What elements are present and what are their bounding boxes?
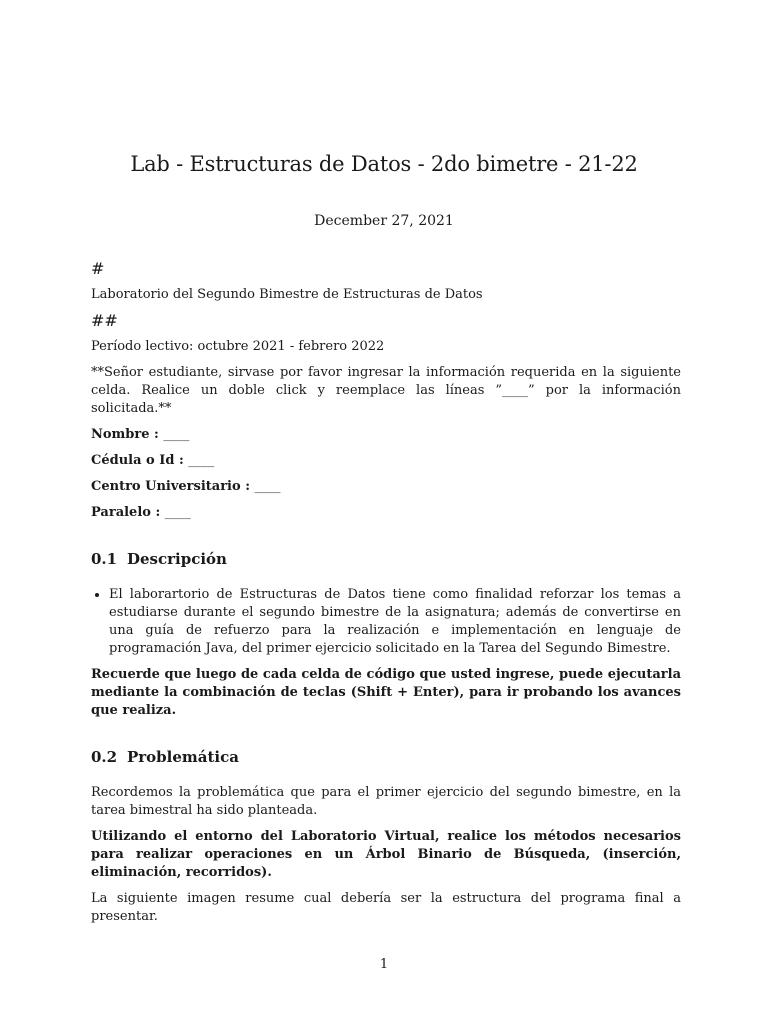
period-text: Período lectivo: octubre 2021 - febrero 2022 — [91, 339, 385, 354]
document-date: December 27, 2021 — [314, 213, 454, 229]
section-heading-descripcion — [91, 550, 681, 568]
list-item: • El laborartorio de Estructuras de Datos tiene como finalidad reforzar los temas a estudiarse durante el segundo bimestre de la asignatura; además de convertirse en una guía de refuerzo para la realización e implementación en lenguaje de programación Java, del primer ejercicio solicitado en la Tarea del Segundo Bimestre. — [109, 586, 681, 658]
field-label: Paralelo : — [91, 505, 161, 520]
description-list — [91, 586, 681, 658]
section-heading-problematica — [91, 748, 681, 766]
instructions-text: **Señor estudiante, sirvase por favor ingresar la información requerida en la siguiente celda. Realice un doble click y reemplace las líneas ”____” por la información solicitada.** — [91, 365, 681, 416]
problem-intro: Recordemos la problemática que para el primer ejercicio del segundo bimestre, en la tarea bimestral ha sido planteada. — [91, 785, 681, 818]
shift-enter-note: Recuerde que luego de cada celda de código que usted ingrese, puede ejecutarla mediante la combinación de teclas (Shift + Enter), para ir probando los avances que realiza. — [91, 667, 681, 718]
field-cedula — [91, 452, 681, 470]
lab-name: Laboratorio del Segundo Bimestre de Estructuras de Datos — [91, 287, 483, 302]
section-number: 0.1 — [91, 550, 118, 568]
field-value: ____ — [163, 427, 190, 442]
document-title: Lab - Estructuras de Datos - 2do bimetre - 21-22 — [130, 152, 638, 176]
field-label: Cédula o Id : — [91, 453, 184, 468]
field-value: ____ — [254, 479, 281, 494]
field-value: ____ — [164, 505, 191, 520]
section-title: Problemática — [127, 748, 239, 766]
field-nombre — [91, 426, 681, 444]
problem-task: Utilizando el entorno del Laboratorio Virtual, realice los métodos necesarios para realizar operaciones en un Árbol Binario de Búsqueda, (inserción, eliminación, recorridos). — [91, 829, 681, 880]
heading-hash-1: # — [91, 259, 105, 278]
field-label: Nombre : — [91, 427, 159, 442]
section-title: Descripción — [127, 550, 227, 568]
page-number: 1 — [379, 957, 389, 972]
field-paralelo — [91, 504, 681, 522]
problem-image-note: La siguiente imagen resume cual debería ser la estructura del programa final a presentar. — [91, 891, 681, 924]
field-value: ____ — [188, 453, 215, 468]
document-body — [91, 260, 681, 934]
field-label: Centro Universitario : — [91, 479, 250, 494]
field-centro — [91, 478, 681, 496]
heading-hash-2: ## — [91, 311, 118, 330]
section-number: 0.2 — [91, 748, 118, 766]
